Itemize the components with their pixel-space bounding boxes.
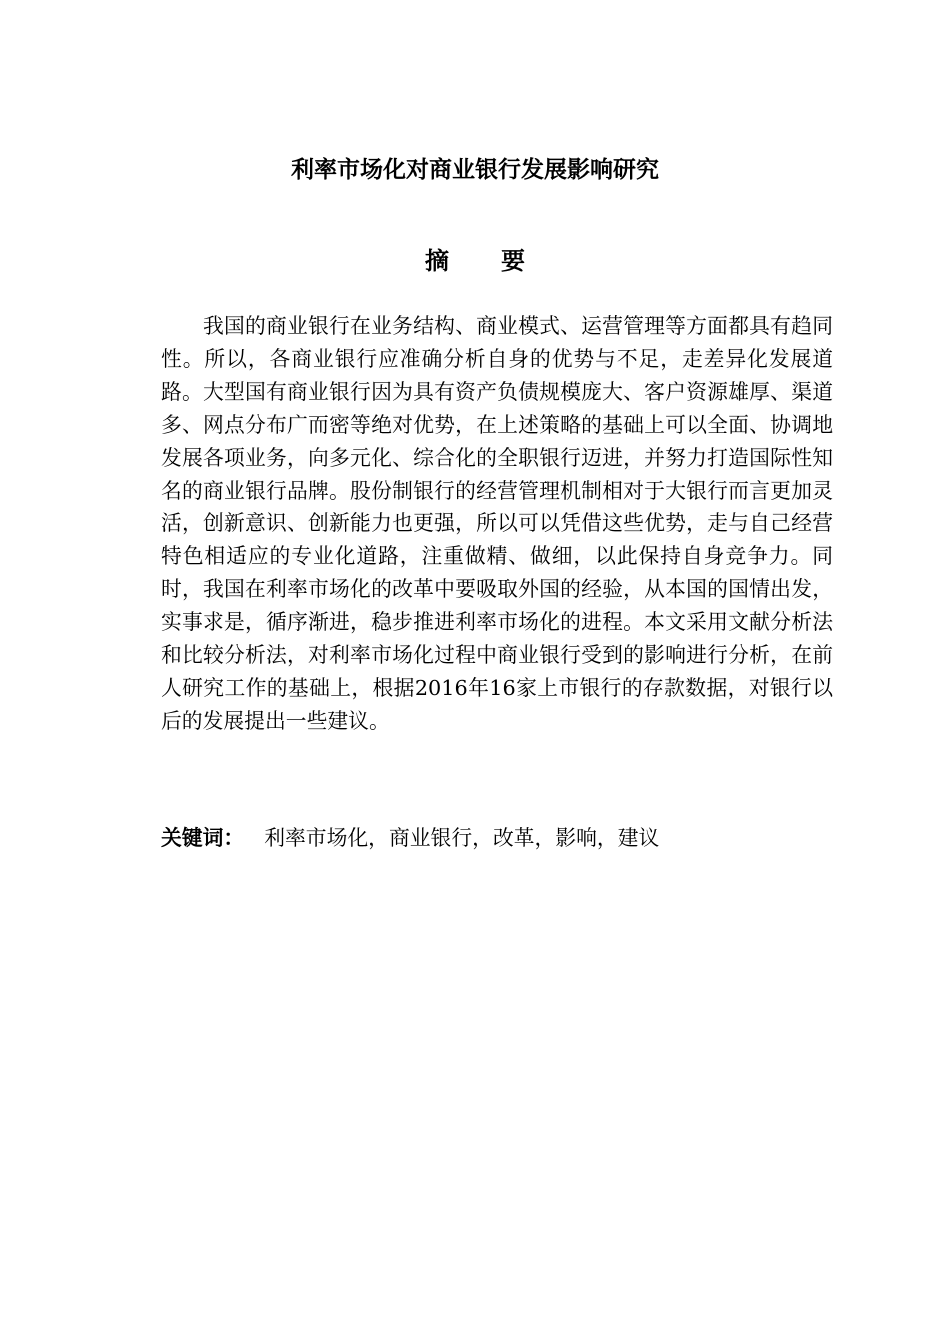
document-title: 利率市场化对商业银行发展影响研究 [291,157,659,183]
keywords-label: 关键词： [161,826,245,850]
abstract-heading [0,243,950,279]
abstract-heading-char-2: 要 [501,247,525,275]
keywords-line [161,822,833,855]
abstract-heading-char-1: 摘 [425,247,449,275]
abstract-paragraph: 我国的商业银行在业务结构、商业模式、运营管理等方面都具有趋同性。所以，各商业银行应准确分析自身的优势与不足，走差异化发展道路。大型国有商业银行因为具有资产负债规模庞大、客户资源雄厚、渠道多、网点分布广而密等绝对优势，在上述策略的基础上可以全面、协调地发展各项业务，向多元化、综合化的全职银行迈进，并努力打造国际性知名的商业银行品牌。股份制银行的经营管理机制相对于大银行而言更加灵活，创新意识、创新能力也更强，所以可以凭借这些优势，走与自己经营特色相适应的专业化道路，注重做精、做细，以此保持自身竞争力。同时，我国在利率市场化的改革中要吸取外国的经验，从本国的国情出发，实事求是，循序渐进，稳步推进利率市场化的进程。本文采用文献分析法和比较分析法，对利率市场化过程中商业银行受到的影响进行分析，在前人研究工作的基础上，根据2016年16家上市银行的存款数据，对银行以后的发展提出一些建议。 [161,314,833,733]
keywords-value: 利率市场化，商业银行，改革，影响，建议 [264,826,660,850]
